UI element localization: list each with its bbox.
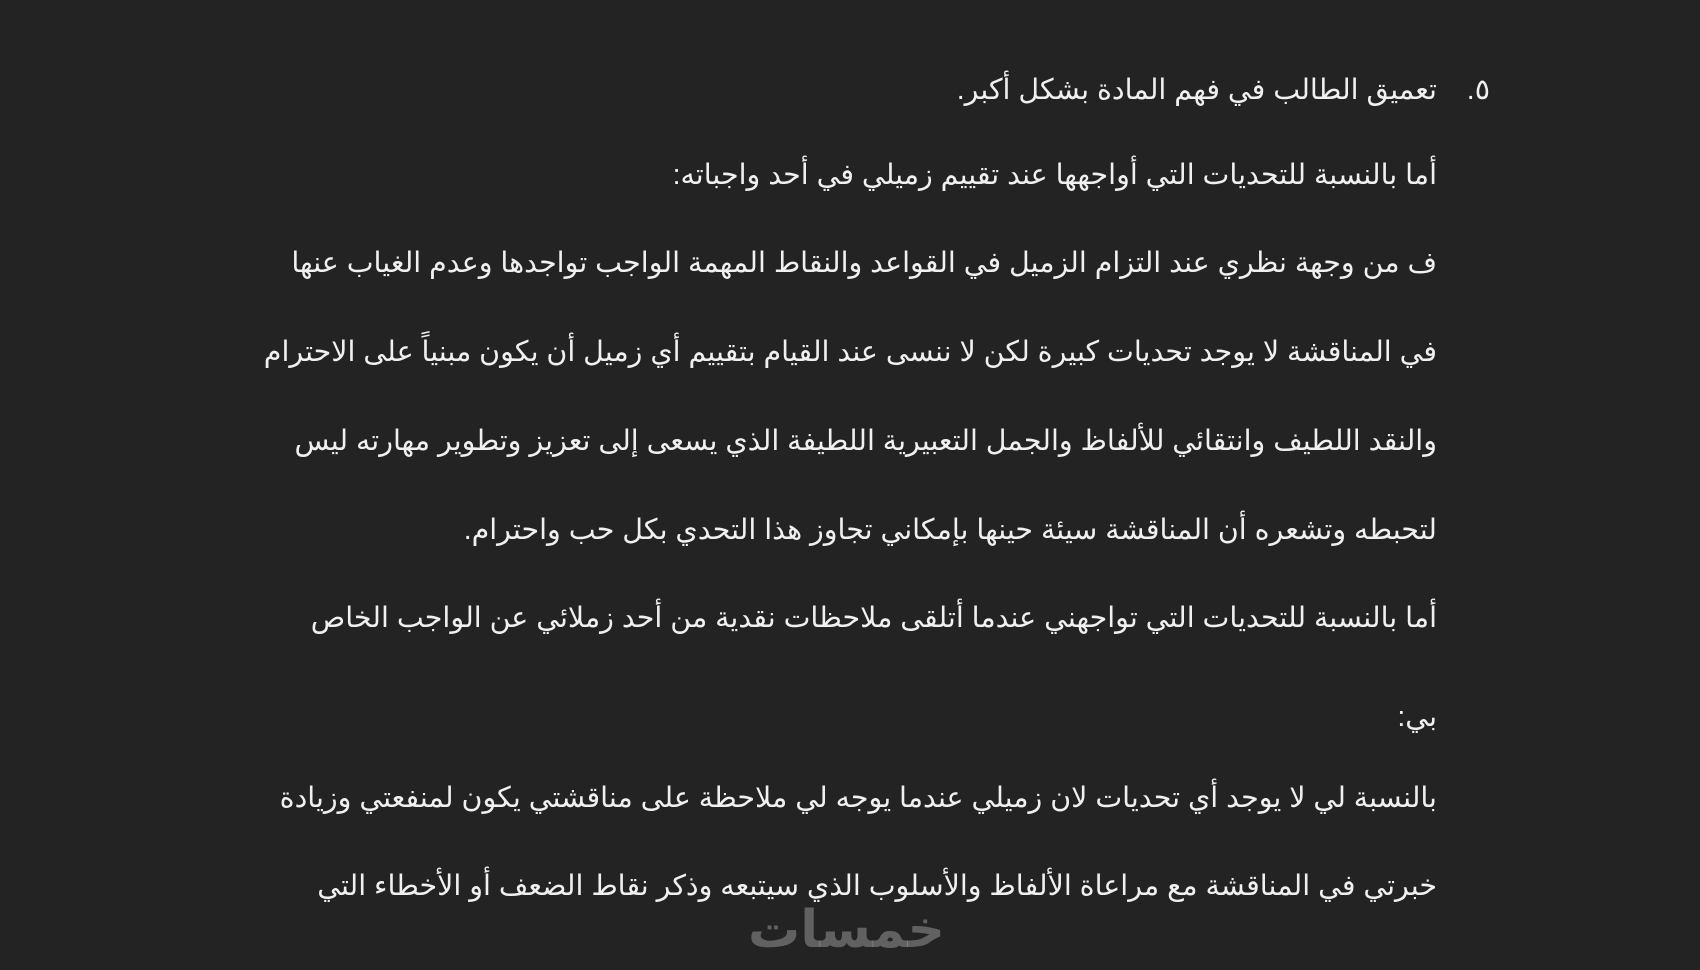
watermark-logo: خمسات — [748, 901, 946, 959]
paragraph-line: ف من وجهة نظري عند التزام الزميل في القواعد والنقاط المهمة الواجب تواجدها وعدم الغياب عنها — [291, 247, 1437, 279]
list-item-text: تعميق الطالب في فهم المادة بشكل أكبر. — [956, 74, 1437, 106]
paragraph-line: بالنسبة لي لا يوجد أي تحديات لان زميلي عندما يوجه لي ملاحظة على مناقشتي يكون لمنفعتي وزيادة — [279, 782, 1437, 814]
paragraph-line: أما بالنسبة للتحديات التي أواجهها عند تقييم زميلي في أحد واجباته: — [672, 159, 1437, 191]
list-item-number: ٥. — [1466, 74, 1490, 106]
paragraph-line: أما بالنسبة للتحديات التي تواجهني عندما أتلقى ملاحظات نقدية من أحد زملائي عن الواجب الخاص — [310, 602, 1437, 634]
paragraph-line: خبرتي في المناقشة مع مراعاة الألفاظ والأسلوب الذي سيتبعه وذكر نقاط الضعف أو الأخطاء التي — [317, 870, 1437, 902]
paragraph-line: بي: — [1397, 701, 1437, 733]
paragraph-line: والنقد اللطيف وانتقائي للألفاظ والجمل التعبيرية اللطيفة الذي يسعى إلى تعزيز وتطوير مهارته ليس — [294, 425, 1437, 457]
paragraph-line: لتحبطه وتشعره أن المناقشة سيئة حينها بإمكاني تجاوز هذا التحدي بكل حب واحترام. — [463, 514, 1437, 546]
paragraph-line: في المناقشة لا يوجد تحديات كبيرة لكن لا ننسى عند القيام بتقييم أي زميل أن يكون مبنياً على الاحترام — [263, 336, 1437, 368]
